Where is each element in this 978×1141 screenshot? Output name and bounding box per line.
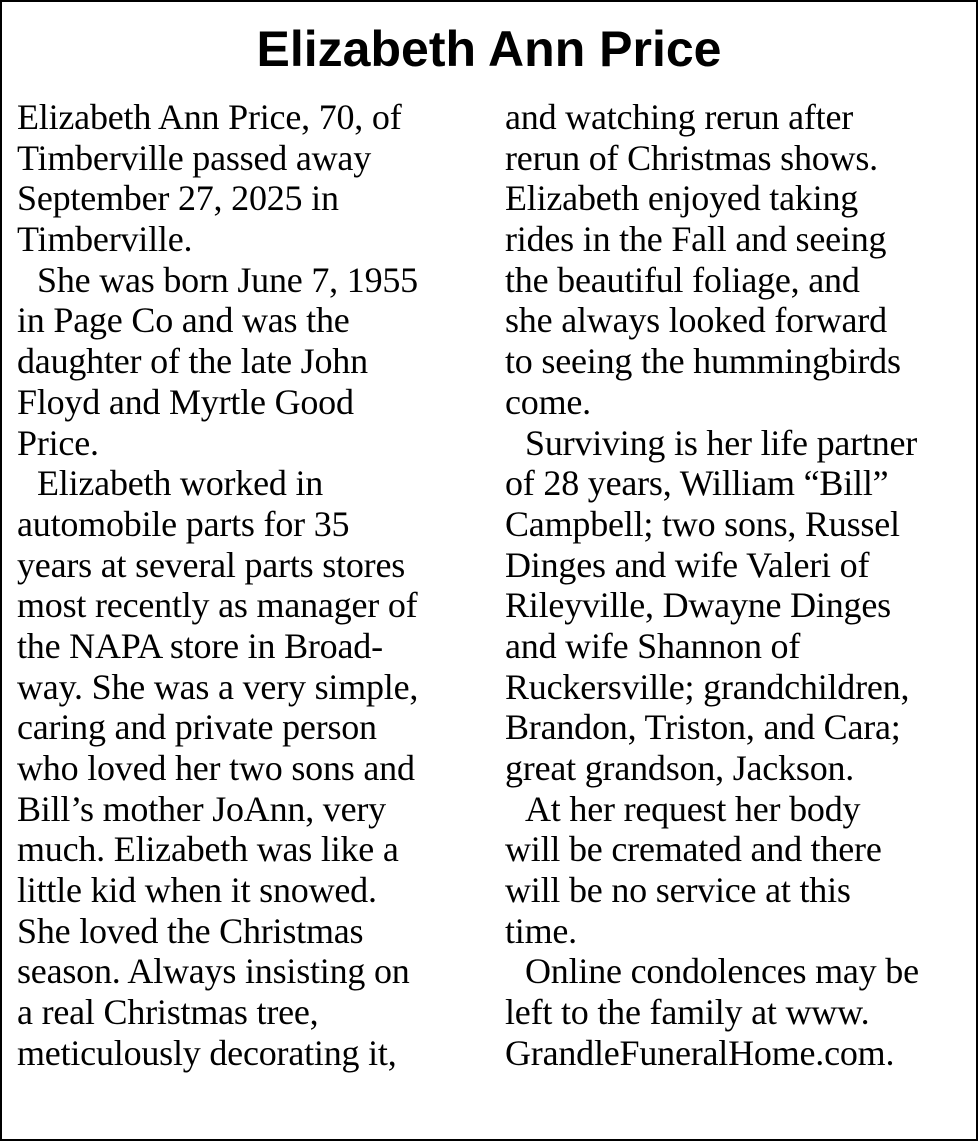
text-line: will be cremated and there xyxy=(505,829,882,870)
text-line: the NAPA store in Broad- xyxy=(17,625,383,666)
text-line: Floyd and Myrtle Good xyxy=(17,381,354,422)
text-line: and wife Shannon of xyxy=(505,625,801,666)
text-line: Surviving is her life partner xyxy=(525,422,918,463)
text-column-right xyxy=(505,97,975,1074)
text-line: season. Always insisting on xyxy=(17,951,410,992)
text-line: Online condolences may be xyxy=(525,951,919,992)
text-line: Dinges and wife Valeri of xyxy=(505,544,870,585)
text-line: rides in the Fall and seeing xyxy=(505,219,887,260)
text-line: daughter of the late John xyxy=(17,341,368,382)
text-line: Timberville passed away xyxy=(17,137,372,178)
text-line: September 27, 2025 in xyxy=(17,178,339,219)
text-line: to seeing the hummingbirds xyxy=(505,341,901,382)
text-line: will be no service at this xyxy=(505,870,851,911)
text-line: She loved the Christmas xyxy=(17,910,364,951)
text-line: Timberville. xyxy=(17,219,193,260)
text-line: in Page Co and was the xyxy=(17,300,350,341)
text-line: Rileyville, Dwayne Dinges xyxy=(505,585,891,626)
text-line: She was born June 7, 1955 xyxy=(37,259,418,300)
text-line: come. xyxy=(505,381,591,422)
text-line: Elizabeth Ann Price, 70, of xyxy=(17,97,402,137)
text-line: GrandleFuneralHome.com. xyxy=(505,1032,895,1073)
text-line: left to the family at www. xyxy=(505,992,870,1033)
text-line: she always looked forward xyxy=(505,300,887,341)
obituary-title: Elizabeth Ann Price xyxy=(256,21,722,77)
text-line: Ruckersville; grandchildren, xyxy=(505,666,910,707)
text-line: Brandon, Triston, and Cara; xyxy=(505,707,901,748)
text-line: the beautiful foliage, and xyxy=(505,259,860,300)
text-line: much. Elizabeth was like a xyxy=(17,829,399,870)
text-line: automobile parts for 35 xyxy=(17,503,350,544)
text-line: way. She was a very simple, xyxy=(17,666,419,707)
text-line: who loved her two sons and xyxy=(17,748,415,788)
text-line: meticulously decorating it, xyxy=(17,1032,397,1073)
text-line: little kid when it snowed. xyxy=(17,870,377,911)
text-column-left xyxy=(17,97,487,1074)
text-line: Campbell; two sons, Russel xyxy=(505,503,900,544)
text-line: Elizabeth enjoyed taking xyxy=(505,178,859,219)
text-line: time. xyxy=(505,910,577,951)
text-line: and watching rerun after xyxy=(505,97,854,137)
text-line: Bill’s mother JoAnn, very xyxy=(17,788,386,829)
text-line: Elizabeth worked in xyxy=(37,463,324,504)
text-line: great grandson, Jackson. xyxy=(505,748,855,788)
text-line: caring and private person xyxy=(17,707,377,748)
text-line: of 28 years, William “Bill” xyxy=(505,463,889,504)
text-line: Price. xyxy=(17,422,99,463)
text-line: At her request her body xyxy=(525,788,861,829)
text-line: years at several parts stores xyxy=(17,544,406,585)
text-line: most recently as manager of xyxy=(17,585,418,626)
text-line: a real Christmas tree, xyxy=(17,992,319,1033)
text-line: rerun of Christmas shows. xyxy=(505,137,878,178)
